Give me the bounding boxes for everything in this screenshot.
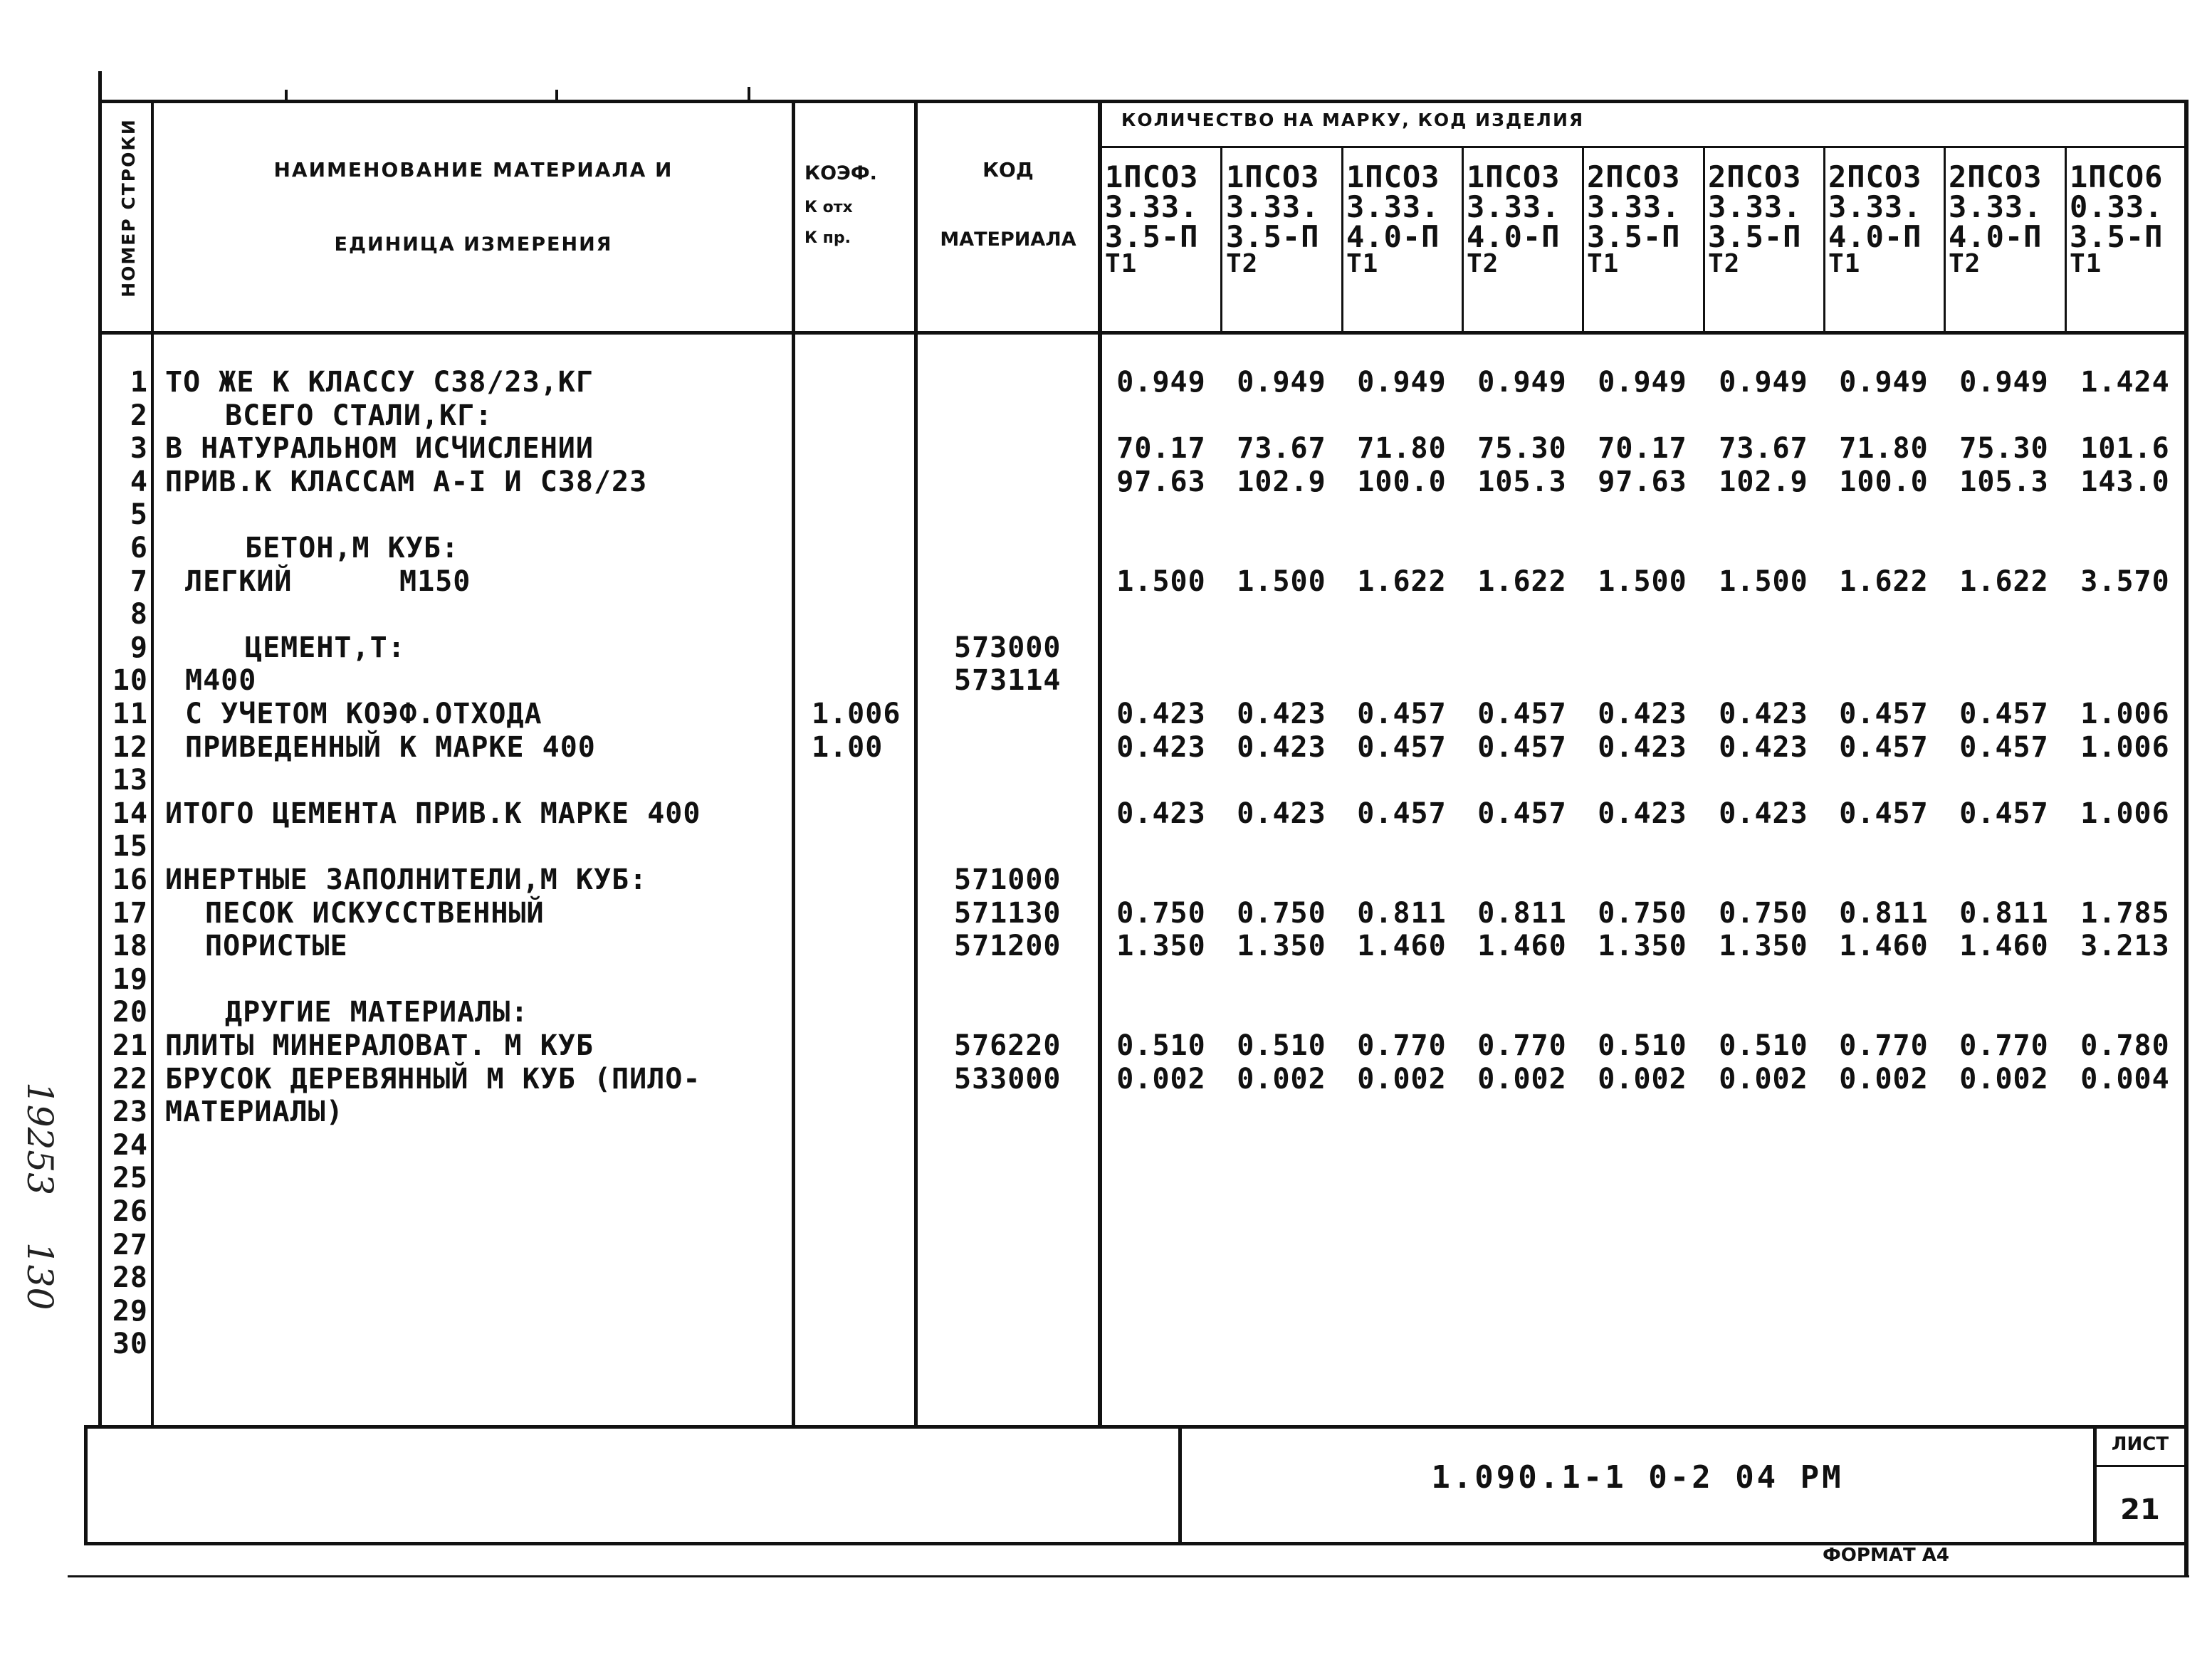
quantity-value: 0.423	[1598, 698, 1687, 730]
quantity-value: 1.622	[1959, 565, 2049, 598]
format-label-text: ФОРМАТ А4	[1823, 1545, 1949, 1566]
quantity-value: 0.457	[1839, 698, 1929, 730]
mark-header-line-3: 4.0-П	[1467, 219, 1561, 254]
mark-header-line-4: Т2	[1949, 249, 1981, 278]
quantity-value: 0.423	[1116, 698, 1206, 730]
quantity-value: 75.30	[1477, 432, 1567, 465]
material-code: 571200	[954, 930, 1062, 962]
mark-header-line-4: Т2	[1467, 249, 1499, 278]
quantity-value: 143.0	[2080, 466, 2170, 498]
material-name: М400	[185, 664, 257, 697]
material-code: 576220	[954, 1029, 1062, 1062]
quantity-value: 0.423	[1116, 797, 1206, 830]
mark-header-line-2: 3.33.	[1828, 189, 1922, 224]
quantity-value: 1.460	[1959, 930, 2049, 962]
mark-header-line-2: 3.33.	[1346, 189, 1440, 224]
row-number: 19	[112, 963, 148, 996]
mark-header-line-2: 3.33.	[1105, 189, 1199, 224]
quantity-value: 0.457	[1477, 698, 1567, 730]
quantity-value: 0.750	[1598, 897, 1687, 930]
mark-header-line-1: 1ПСО3	[1346, 159, 1440, 194]
sheet-number	[2097, 1493, 2183, 1526]
quantity-value: 0.423	[1719, 698, 1808, 730]
code-header-line1: КОД	[982, 158, 1034, 182]
quantity-value: 105.3	[1477, 466, 1567, 498]
material-name: В НАТУРАЛЬНОМ ИСЧИСЛЕНИИ	[165, 432, 594, 465]
quantity-value: 0.949	[1477, 366, 1567, 399]
quantity-value: 0.457	[1357, 698, 1447, 730]
material-name: ЦЕМЕНТ,Т:	[245, 631, 406, 664]
coef-header-line1: КОЭФ.	[804, 162, 877, 184]
quantity-value: 0.457	[1477, 797, 1567, 830]
quantity-value: 0.004	[2080, 1063, 2170, 1096]
coef-header-line2: К отх	[804, 199, 853, 216]
material-name: ИТОГО ЦЕМЕНТА ПРИВ.К МАРКЕ 400	[165, 797, 701, 830]
mark-header	[1346, 159, 1440, 278]
mark-header-line-2: 3.33.	[1708, 189, 1802, 224]
row-number: 21	[112, 1029, 148, 1062]
quantity-value: 0.811	[1959, 897, 2049, 930]
material-name: ПОРИСТЫЕ	[205, 930, 348, 962]
document-code-text: 1.090.1-1 0-2 04 РМ	[1431, 1459, 1844, 1496]
material-name: ПЕСОК ИСКУССТВЕННЫЙ	[205, 897, 545, 930]
quantity-value: 0.750	[1237, 897, 1326, 930]
quantity-value: 0.510	[1719, 1029, 1808, 1062]
row-number: 7	[130, 565, 148, 598]
quantity-value: 75.30	[1959, 432, 2049, 465]
mark-header-line-4: Т1	[1105, 249, 1138, 278]
row-number: 14	[112, 797, 148, 830]
quantity-value: 0.811	[1839, 897, 1929, 930]
row-number: 4	[130, 466, 148, 498]
quantity-value: 97.63	[1598, 466, 1687, 498]
row-number: 16	[112, 863, 148, 896]
mark-header-line-1: 2ПСО3	[1708, 159, 1802, 194]
row-number: 11	[112, 698, 148, 730]
quantity-value: 1.622	[1357, 565, 1447, 598]
quantity-header	[1121, 110, 2175, 130]
unit-header	[157, 233, 790, 256]
row-number: 28	[112, 1261, 148, 1294]
material-name: ПРИВ.К КЛАССАМ А-I И С38/23	[165, 466, 648, 498]
mark-header-line-3: 4.0-П	[1949, 219, 2043, 254]
row-number: 25	[112, 1162, 148, 1194]
material-name: ЛЕГКИЙ М150	[185, 565, 471, 598]
page-number-note-text: 130	[19, 1242, 61, 1311]
quantity-value: 1.622	[1477, 565, 1567, 598]
code-header-line2: МАТЕРИАЛА	[940, 229, 1076, 251]
mark-header-line-3: 3.5-П	[1708, 219, 1802, 254]
quantity-value: 1.006	[2080, 797, 2170, 830]
mark-header-line-4: Т1	[1587, 249, 1620, 278]
quantity-value: 0.510	[1598, 1029, 1687, 1062]
quantity-value: 73.67	[1237, 432, 1326, 465]
material-code: 573000	[954, 631, 1062, 664]
code-header	[918, 158, 1098, 251]
quantity-value: 0.002	[1839, 1063, 1929, 1096]
mark-header-line-2: 0.33.	[2070, 189, 2164, 224]
archive-number	[19, 1082, 61, 1195]
quantity-value: 0.949	[1237, 366, 1326, 399]
mark-header-line-4: Т2	[1226, 249, 1259, 278]
quantity-value: 0.770	[1839, 1029, 1929, 1062]
quantity-value: 0.002	[1116, 1063, 1206, 1096]
mark-header	[1708, 159, 1802, 278]
mark-header	[1828, 159, 1922, 278]
quantity-title: КОЛИЧЕСТВО НА МАРКУ, КОД ИЗДЕЛИЯ	[1121, 110, 1585, 130]
mark-header-line-3: 3.5-П	[2070, 219, 2164, 254]
coef-header-line3: К пр.	[804, 229, 851, 247]
mark-header-line-1: 1ПСО3	[1105, 159, 1199, 194]
quantity-value: 100.0	[1839, 466, 1929, 498]
quantity-value: 0.002	[1357, 1063, 1447, 1096]
quantity-value: 71.80	[1839, 432, 1929, 465]
quantity-value: 1.460	[1477, 930, 1567, 962]
mark-header-line-3: 3.5-П	[1587, 219, 1681, 254]
mark-header-line-3: 3.5-П	[1226, 219, 1320, 254]
mark-header-line-1: 2ПСО3	[1828, 159, 1922, 194]
quantity-value: 0.457	[1959, 731, 2049, 764]
quantity-value: 0.770	[1357, 1029, 1447, 1062]
quantity-value: 1.350	[1237, 930, 1326, 962]
quantity-value: 1.460	[1357, 930, 1447, 962]
quantity-value: 105.3	[1959, 466, 2049, 498]
quantity-value: 0.423	[1719, 731, 1808, 764]
row-number: 12	[112, 731, 148, 764]
row-number: 22	[112, 1063, 148, 1096]
mark-header-line-2: 3.33.	[1949, 189, 2043, 224]
material-code: 573114	[954, 664, 1062, 697]
quantity-value: 3.570	[2080, 565, 2170, 598]
quantity-value: 1.006	[2080, 698, 2170, 730]
quantity-value: 100.0	[1357, 466, 1447, 498]
quantity-value: 3.213	[2080, 930, 2170, 962]
material-code: 571000	[954, 863, 1062, 896]
material-name-header-line2: ЕДИНИЦА ИЗМЕРЕНИЯ	[334, 233, 613, 256]
material-name: ПЛИТЫ МИНЕРАЛОВАТ. М КУБ	[165, 1029, 594, 1062]
mark-header-line-3: 4.0-П	[1828, 219, 1922, 254]
quantity-value: 1.350	[1116, 930, 1206, 962]
quantity-value: 0.423	[1116, 731, 1206, 764]
row-number: 23	[112, 1096, 148, 1128]
row-number: 27	[112, 1229, 148, 1261]
quantity-value: 0.811	[1477, 897, 1567, 930]
mark-header-line-1: 2ПСО3	[1949, 159, 2043, 194]
quantity-value: 1.424	[2080, 366, 2170, 399]
quantity-value: 0.457	[1839, 731, 1929, 764]
mark-header	[1949, 159, 2043, 278]
quantity-value: 0.949	[1116, 366, 1206, 399]
mark-header-line-1: 1ПСО6	[2070, 159, 2164, 194]
line-number-label: НОМЕР СТРОКИ	[118, 118, 139, 298]
coef-value: 1.006	[812, 698, 901, 730]
row-number: 2	[130, 399, 148, 432]
row-number: 13	[112, 764, 148, 797]
material-name: ИНЕРТНЫЕ ЗАПОЛНИТЕЛИ,М КУБ:	[165, 863, 648, 896]
quantity-value: 73.67	[1719, 432, 1808, 465]
quantity-value: 1.500	[1237, 565, 1326, 598]
quantity-value: 0.457	[1959, 698, 2049, 730]
quantity-value: 0.423	[1598, 731, 1687, 764]
quantity-value: 0.002	[1477, 1063, 1567, 1096]
mark-header-line-1: 2ПСО3	[1587, 159, 1681, 194]
quantity-value: 0.457	[1477, 731, 1567, 764]
material-name: МАТЕРИАЛЫ)	[165, 1096, 344, 1128]
quantity-value: 0.002	[1959, 1063, 2049, 1096]
quantity-value: 0.423	[1719, 797, 1808, 830]
quantity-value: 0.510	[1237, 1029, 1326, 1062]
mark-header-line-4: Т2	[1708, 249, 1741, 278]
quantity-value: 0.423	[1598, 797, 1687, 830]
quantity-value: 70.17	[1598, 432, 1687, 465]
mark-header	[2070, 159, 2164, 278]
quantity-value: 0.457	[1839, 797, 1929, 830]
quantity-value: 0.780	[2080, 1029, 2170, 1062]
quantity-value: 0.949	[1839, 366, 1929, 399]
mark-header-line-2: 3.33.	[1587, 189, 1681, 224]
coef-value: 1.00	[812, 731, 884, 764]
mark-header-line-2: 3.33.	[1467, 189, 1561, 224]
mark-header-line-4: Т1	[2070, 249, 2102, 278]
quantity-value: 0.811	[1357, 897, 1447, 930]
row-number: 8	[130, 598, 148, 631]
quantity-value: 1.500	[1598, 565, 1687, 598]
material-name-header-line1: НАИМЕНОВАНИЕ МАТЕРИАЛА И	[273, 158, 673, 182]
row-number: 29	[112, 1295, 148, 1328]
quantity-value: 0.423	[1237, 797, 1326, 830]
sheet-label-text: ЛИСТ	[2111, 1434, 2169, 1455]
quantity-value: 71.80	[1357, 432, 1447, 465]
mark-header	[1226, 159, 1320, 278]
quantity-value: 0.423	[1237, 731, 1326, 764]
quantity-value: 0.457	[1357, 797, 1447, 830]
page-number-note	[19, 1242, 61, 1310]
row-number: 26	[112, 1195, 148, 1228]
row-number: 24	[112, 1129, 148, 1162]
row-number: 30	[112, 1328, 148, 1360]
quantity-value: 101.6	[2080, 432, 2170, 465]
sheet-label	[2097, 1434, 2183, 1455]
row-number: 20	[112, 996, 148, 1029]
quantity-value: 0.457	[1959, 797, 2049, 830]
material-name-header	[157, 158, 790, 182]
quantity-value: 0.750	[1719, 897, 1808, 930]
material-name: С УЧЕТОМ КОЭФ.ОТХОДА	[185, 698, 542, 730]
quantity-value: 0.949	[1719, 366, 1808, 399]
quantity-value: 0.423	[1237, 698, 1326, 730]
mark-header-line-1: 1ПСО3	[1467, 159, 1561, 194]
mark-header-line-1: 1ПСО3	[1226, 159, 1320, 194]
quantity-value: 1.350	[1719, 930, 1808, 962]
quantity-value: 1.785	[2080, 897, 2170, 930]
row-number: 3	[130, 432, 148, 465]
format-label	[1823, 1545, 2036, 1566]
mark-header	[1105, 159, 1199, 278]
mark-header	[1467, 159, 1561, 278]
quantity-value: 1.460	[1839, 930, 1929, 962]
quantity-value: 102.9	[1237, 466, 1326, 498]
row-number: 10	[112, 664, 148, 697]
coef-header	[804, 162, 911, 247]
quantity-value: 1.006	[2080, 731, 2170, 764]
row-number: 18	[112, 930, 148, 962]
quantity-value: 1.500	[1719, 565, 1808, 598]
row-number: 5	[130, 498, 148, 531]
mark-header-line-4: Т1	[1346, 249, 1379, 278]
quantity-value: 0.949	[1357, 366, 1447, 399]
quantity-value: 0.949	[1959, 366, 2049, 399]
quantity-value: 1.350	[1598, 930, 1687, 962]
row-number: 17	[112, 897, 148, 930]
quantity-value: 0.002	[1719, 1063, 1808, 1096]
mark-header-line-3: 3.5-П	[1105, 219, 1199, 254]
quantity-value: 0.002	[1237, 1063, 1326, 1096]
row-number: 1	[130, 366, 148, 399]
row-number: 6	[130, 532, 148, 564]
quantity-value: 1.622	[1839, 565, 1929, 598]
quantity-value: 0.750	[1116, 897, 1206, 930]
material-name: БЕТОН,М КУБ:	[245, 532, 459, 564]
material-name: ДРУГИЕ МАТЕРИАЛЫ:	[225, 996, 529, 1029]
material-code: 571130	[954, 897, 1062, 930]
material-name: ВСЕГО СТАЛИ,КГ:	[225, 399, 493, 432]
quantity-value: 0.510	[1116, 1029, 1206, 1062]
material-name: БРУСОК ДЕРЕВЯННЫЙ М КУБ (ПИЛО-	[165, 1063, 701, 1096]
material-name: ТО ЖЕ К КЛАССУ С38/23,КГ	[165, 366, 594, 399]
quantity-value: 0.770	[1959, 1029, 2049, 1062]
mark-header-line-4: Т1	[1828, 249, 1861, 278]
mark-header-line-3: 4.0-П	[1346, 219, 1440, 254]
quantity-value: 0.770	[1477, 1029, 1567, 1062]
line-number-header	[108, 94, 150, 322]
quantity-value: 0.002	[1598, 1063, 1687, 1096]
quantity-value: 97.63	[1116, 466, 1206, 498]
row-number: 9	[130, 631, 148, 664]
mark-header	[1587, 159, 1681, 278]
mark-header-line-2: 3.33.	[1226, 189, 1320, 224]
material-name: ПРИВЕДЕННЫЙ К МАРКЕ 400	[185, 731, 596, 764]
archive-number-text: 19253	[19, 1082, 61, 1196]
quantity-value: 0.457	[1357, 731, 1447, 764]
quantity-value: 0.949	[1598, 366, 1687, 399]
quantity-value: 102.9	[1719, 466, 1808, 498]
document-code	[1182, 1459, 2093, 1496]
row-number: 15	[112, 830, 148, 863]
material-code: 533000	[954, 1063, 1062, 1096]
quantity-value: 1.500	[1116, 565, 1206, 598]
sheet-number-text: 21	[2120, 1493, 2160, 1526]
quantity-value: 70.17	[1116, 432, 1206, 465]
